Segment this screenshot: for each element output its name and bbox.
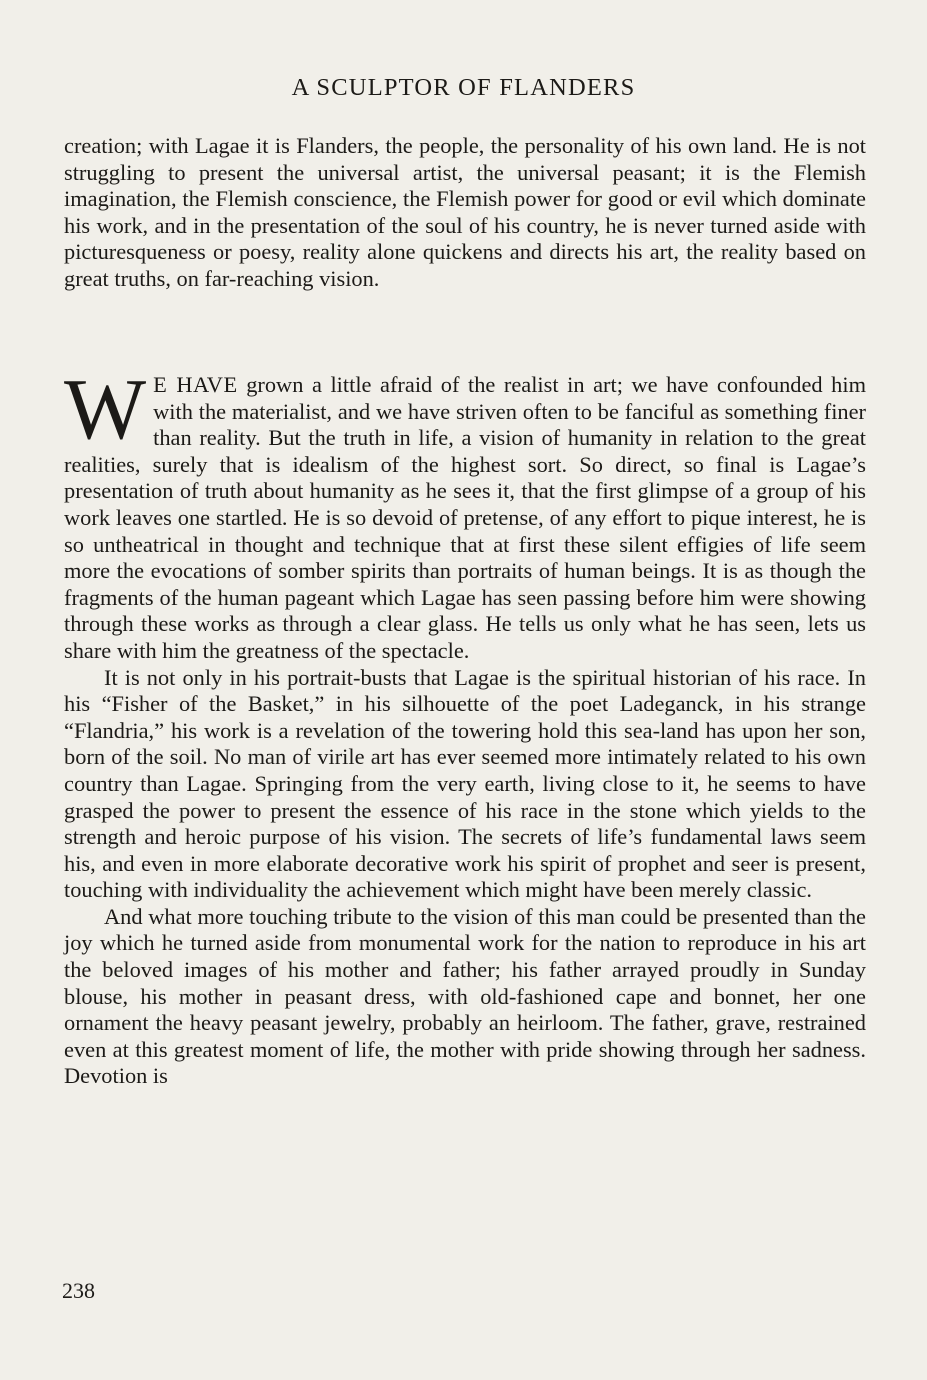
running-title: A SCULPTOR OF FLANDERS — [291, 74, 636, 101]
main-text-block — [64, 360, 866, 1090]
paragraph-opening-text: grown a little afraid of the realist in art; we have confounded him with the materialist, and we have striven often to be fanciful as something finer than reality. But the truth in life, a vision of humanity in relation to the great realities, surely that is idealism of the highest sort. So direct, so final is Lagae’s presentation of truth about humanity as he sees it, that the first glimpse of a group of his work leaves one startled. He is so devoid of pretense, of any effort to pique interest, he is so untheatrical in thought and technique that at first these silent effigies of life seem more the evocations of somber spirits than portraits of human beings. It is as though the fragments of the human pageant which Lagae has seen passing before him were showing through these works as through a clear glass. He tells us only what he has seen, lets us share with him the greatness of the spectacle. — [64, 372, 866, 663]
opening-small-caps: E HAVE — [153, 372, 238, 397]
paragraph-continuation-text: creation; with Lagae it is Flanders, the people, the personality of his own land. He is not struggling to present the universal artist, the universal peasant; it is the Flemish imagination, the Flemish conscience, the Flemish power for good or evil which dominate his work, and in the presentation of the soul of his country, he is never turned aside with picturesqueness or poesy, reality alone quickens and directs his art, the reality based on great truths, on far-reaching vision. — [64, 133, 866, 291]
paragraph-portrait-busts: It is not only in his portrait-busts that Lagae is the spiritual historian of his race. In his “Fisher of the Basket,” in his silhouette of the poet Ladeganck, in his strange “Flandria,” his work is a revelation of the towering hold this sea-land has upon her son, born of the soil. No man of virile art has ever seemed more intimately related to his own country than Lagae. Springing from the very earth, living close to it, he seems to have grasped the power to present the essence of his race in the stone which yields to the strength and heroic purpose of his vision. The secrets of life’s fundamental laws seem his, and even in more elaborate decorative work his spirit of prophet and seer is present, touching with individuality the achievement which might have been merely classic. — [64, 664, 866, 903]
page-number: 238 — [62, 1278, 95, 1303]
paragraph-tribute: And what more touching tribute to the vision of this man could be presented than the joy which he turned aside from monumental work for the nation to reproduce in his art the beloved images of his mother and father; his father arrayed proudly in Sunday blouse, his mother in peasant dress, with old-fashioned cape and bonnet, her one ornament the heavy peasant jewelry, probably an heirloom. The father, grave, restrained even at this greatest moment of life, the mother with pride showing through her sadness. Devotion is — [64, 903, 866, 1089]
drop-cap-letter: W — [64, 360, 147, 457]
paragraph-continuation — [64, 133, 866, 293]
paragraph-opening — [64, 360, 866, 665]
